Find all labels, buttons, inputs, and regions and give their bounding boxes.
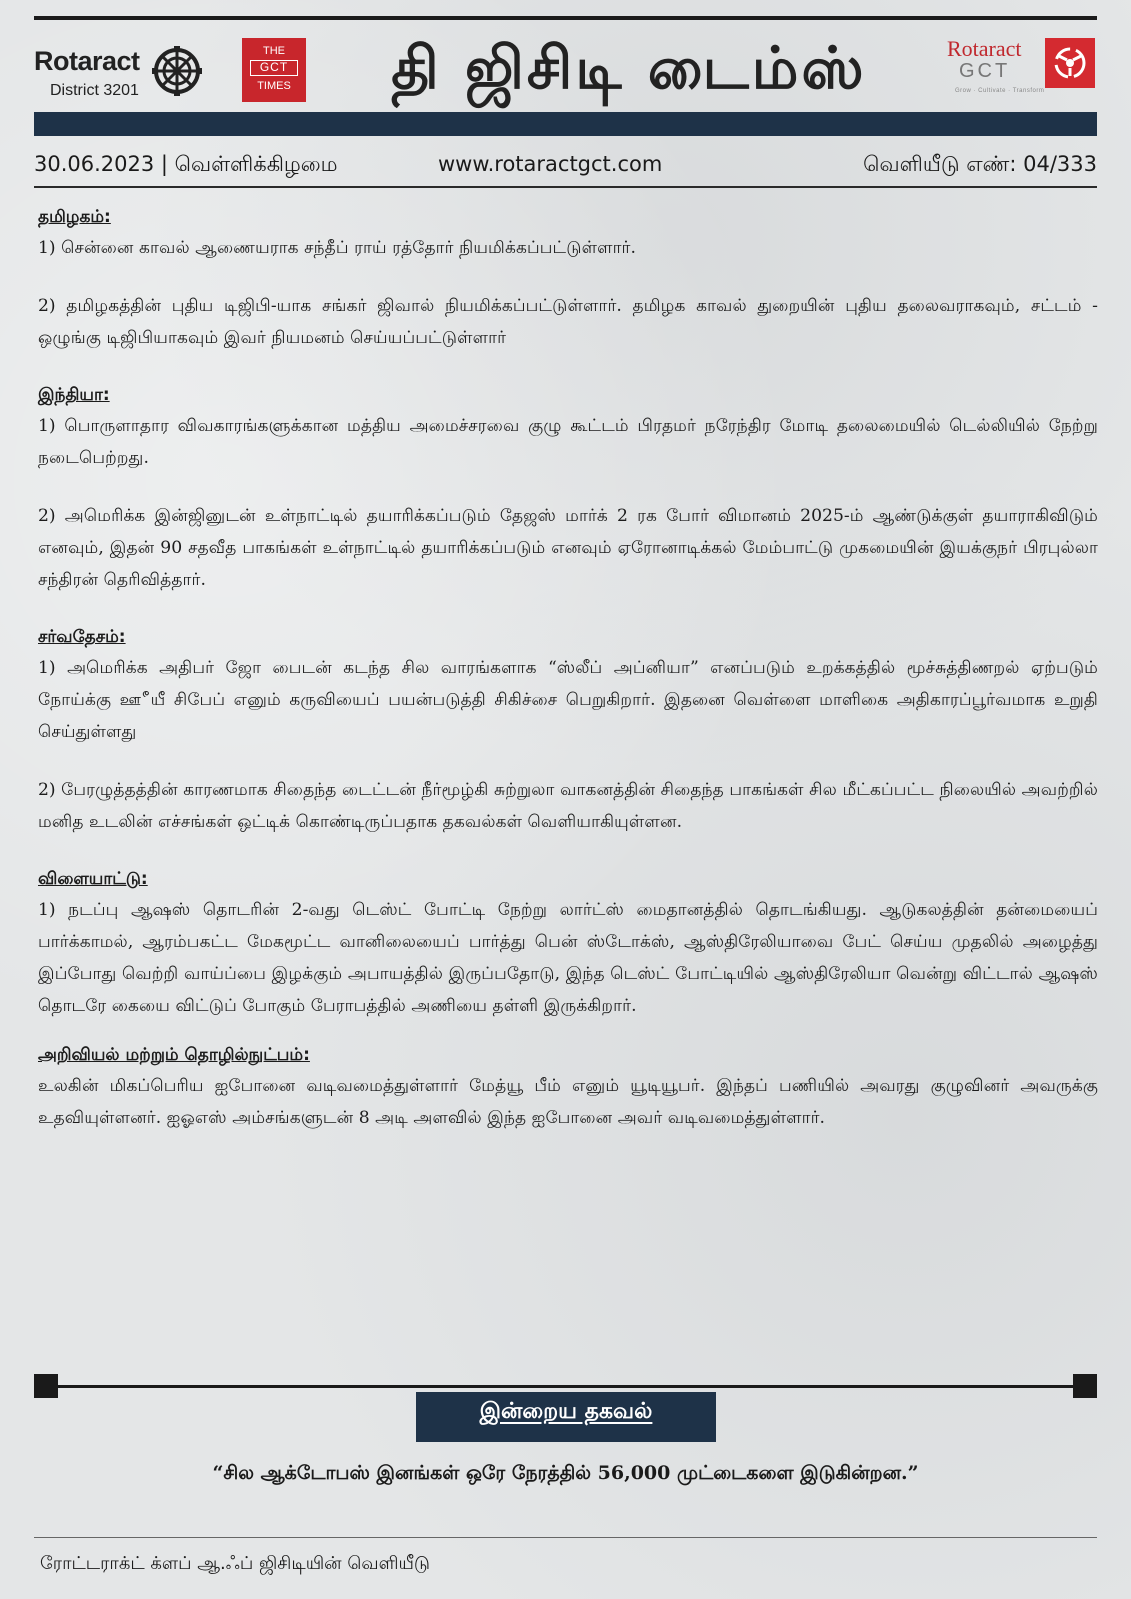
news-item: உலகின் மிகப்பெரிய ஐபோனை வடிவமைத்துள்ளார் மேத்யூ பீம் எனும் யூடியூபர். இந்தப் பணியில் அவரது குழுவினர் அவருக்கு உதவியுள்ளனர். ஐஓஎஸ் அம்சங்களுடன் 8 அடி அளவில் இந்த ஐபோனை அவர் வடிவமைத்துள்ளார். xyxy=(38,1076,1098,1128)
section-heading-world: சர்வதேசம்: xyxy=(38,627,126,647)
website-link[interactable]: www.rotaractgct.com xyxy=(438,152,663,176)
rotary-wheel-icon xyxy=(152,46,202,96)
top-rule xyxy=(34,16,1097,20)
gct-times-logo xyxy=(242,38,306,102)
rotaract-logo-name: Rotaract xyxy=(34,46,140,76)
rotaract-gct-emblem-icon xyxy=(1045,38,1095,88)
newspaper-title: தி ஜிசிடி டைம்ஸ் xyxy=(391,34,867,102)
issue-number: வெளியீடு எண்: 04/333 xyxy=(863,152,1097,176)
news-item: 1) நடப்பு ஆஷஸ் தொடரின் 2-வது டெஸ்ட் போட்டி நேற்று லார்ட்ஸ் மைதானத்தில் தொடங்கியது. ஆடுகலத்தின் தன்மையைப் பார்க்காமல், ஆரம்பகட்ட மேகமூட்ட வானிலையைப் பார்த்து பென் ஸ்டோக்ஸ், ஆஸ்திரேலியாவை பேட் செய்ய முதலில் அழைத்து இப்போது வெற்றி வாய்ப்பை இழக்கும் அபாயத்தில் இருப்பதோடு, இந்த டெஸ்ட் போட்டியில் ஆஸ்திரேலியா வென்று விட்டால் ஆஷஸ் தொடரே கையை விட்டுப் போகும் பேராபத்தில் அணியை தள்ளி இருக்கிறார். xyxy=(38,900,1098,1016)
section-heading-sports: விளையாட்டு: xyxy=(38,869,148,889)
todays-fact-quote: “சில ஆக்டோபஸ் இனங்கள் ஒரே நேரத்தில் 56,000 முட்டைகளை இடுகின்றன.” xyxy=(212,1462,919,1484)
news-content xyxy=(38,202,1098,1134)
rotaract-gct-logo-name: Rotaract xyxy=(947,36,1022,61)
footer-text: ரோட்டராக்ட் க்ளப் ஆ.ஃப் ஜிசிடியின் வெளியீடு xyxy=(40,1553,430,1574)
section-heading-tamilnadu: தமிழகம்: xyxy=(38,207,111,227)
todays-fact-heading-box xyxy=(416,1392,716,1442)
section-heading-india: இந்தியா: xyxy=(38,385,110,405)
issue-date: 30.06.2023 | வெள்ளிக்கிழமை xyxy=(34,152,338,176)
rotaract-gct-logo-sub: GCT xyxy=(959,60,1011,82)
news-item: 1) பொருளாதார விவகாரங்களுக்கான மத்திய அமைச்சரவை குழு கூட்டம் பிரதமர் நரேந்திர மோடி தலைமையில் டெல்லியில் நேற்று நடைபெற்றது. xyxy=(38,416,1098,468)
news-item: 2) அமெரிக்க இன்ஜினுடன் உள்நாட்டில் தயாரிக்கப்படும் தேஜஸ் மார்க் 2 ரக போர் விமானம் 2025-ம் ஆண்டுக்குள் தயாராகிவிடும் எனவும், இதன் 90 சதவீத பாகங்கள் உள்நாட்டில் தயாரிக்கப்படும் எனவும் ஏரோனாடிக்கல் மேம்பாட்டு முகமையின் இயக்குநர் பிரபுல்லா சந்திரன் தெரிவித்தார். xyxy=(38,506,1098,590)
gct-logo-line2: GCT xyxy=(250,60,298,76)
rotaract-gct-tagline: Grow · Cultivate · Transform xyxy=(955,88,1045,94)
gct-logo-line3: TIMES xyxy=(257,80,291,92)
footer-rule xyxy=(34,1537,1097,1538)
news-item: 2) தமிழகத்தின் புதிய டிஜிபி-யாக சங்கர் ஜிவால் நியமிக்கப்பட்டுள்ளார். தமிழக காவல் துறையின் புதிய தலைவராகவும், சட்டம் - ஒழுங்கு டிஜிபியாகவும் இவர் நியமனம் செய்யப்பட்டுள்ளார் xyxy=(38,296,1098,348)
news-item: 2) பேரழுத்தத்தின் காரணமாக சிதைந்த டைட்டன் நீர்மூழ்கி சுற்றுலா வாகனத்தின் சிதைந்த பாகங்கள் சில மீட்கப்பட்ட நிலையில் அவற்றில் மனித உடலின் எச்சங்கள் ஒட்டிக் கொண்டிருப்பதாக தகவல்கள் வெளியாகியுள்ளன. xyxy=(38,780,1098,832)
news-item: 1) சென்னை காவல் ஆணையராக சந்தீப் ராய் ரத்தோர் நியமிக்கப்பட்டுள்ளார். xyxy=(38,238,637,258)
rotaract-district-logo xyxy=(34,46,234,106)
masthead-navy-bar xyxy=(34,112,1097,136)
rotaract-gct-logo xyxy=(947,36,1097,106)
facts-divider-cap-left xyxy=(34,1374,58,1398)
news-item: 1) அமெரிக்க அதிபர் ஜோ பைடன் கடந்த சில வாரங்களாக “ஸ்லீப் அப்னியா” எனப்படும் உறக்கத்தில் மூச்சுத்திணறல் ஏற்படும் நோய்க்கு ஊீயீ சிபேப் எனும் கருவியைப் பயன்படுத்தி சிகிச்சை பெறுகிறார். இதனை வெள்ளை மாளிகை அதிகாரப்பூர்வமாக உறுதி செய்துள்ளது xyxy=(38,658,1098,742)
dateline-rule xyxy=(34,186,1097,188)
facts-divider-cap-right xyxy=(1073,1374,1097,1398)
masthead xyxy=(34,26,1097,110)
todays-fact-heading: இன்றைய தகவல் xyxy=(479,1399,653,1424)
dateline xyxy=(34,152,1097,186)
gct-logo-line1: THE xyxy=(263,45,285,57)
district-label: District 3201 xyxy=(50,82,139,99)
facts-divider-line xyxy=(34,1385,1097,1388)
section-heading-science: அறிவியல் மற்றும் தொழில்நுட்பம்: xyxy=(38,1045,310,1065)
